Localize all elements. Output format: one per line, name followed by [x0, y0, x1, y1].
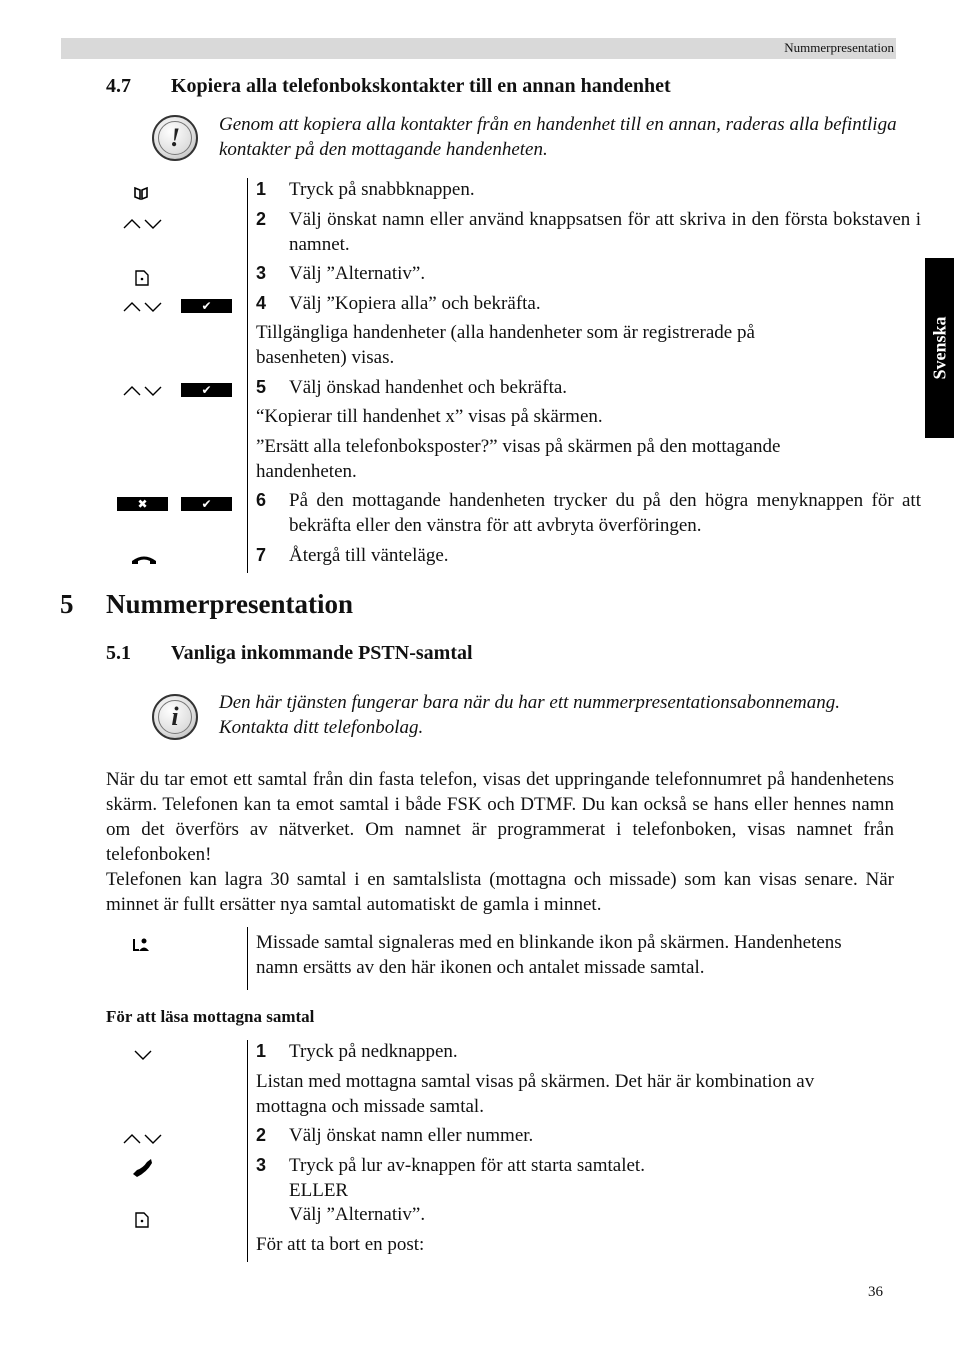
section-title: Vanliga inkommande PSTN-samtal [171, 642, 473, 664]
off-hook-icon [131, 1158, 153, 1178]
checkmark-softkey-icon: ✔ [181, 299, 232, 313]
section-4-7-heading [106, 75, 671, 98]
subheading: För att läsa mottagna samtal [106, 1007, 315, 1026]
section-title: Kopiera alla telefonbokskontakter till en annan handenhet [171, 75, 671, 97]
section-number: 5 [60, 589, 74, 619]
step-item: 3 Välj ”Alternativ”. [256, 263, 426, 284]
hang-up-icon [131, 552, 157, 566]
down-arrow-icon [133, 1047, 153, 1061]
or-label: ELLER [289, 1180, 349, 1201]
info-text: Listan med mottagna samtal visas på skärmen. Det här är kombination av mottagna och missade samtal. [256, 1071, 815, 1117]
step-item: 6 På den mottagande handenheten trycker du på den högra menyknappen för att bekräfta eller den vänstra för att avbryta överföringen. [256, 490, 921, 536]
language-tab [925, 258, 954, 438]
step-item: 2 Välj önskat namn eller nummer. [256, 1125, 534, 1146]
step-divider [247, 927, 248, 990]
section-number: 5.1 [106, 642, 131, 664]
warning-note: Genom att kopiera alla kontakter från en handenhet till en annan, raderas alla befintliga kontakter på den mottagande handenheten. [219, 114, 897, 160]
up-down-arrows-icon [123, 383, 163, 397]
checkmark-softkey-icon: ✔ [181, 383, 232, 397]
menu-icon [135, 1212, 149, 1228]
page-number: 36 [868, 1284, 883, 1300]
step-item: 2 Välj önskat namn eller använd knappsatsen för att skriva in den första bokstaven i namnet. [256, 209, 921, 255]
step-divider [247, 178, 248, 573]
section-5-1-heading [106, 642, 473, 665]
step-divider [247, 1040, 248, 1262]
running-header-title: Nummerpresentation [784, 40, 894, 55]
section-5-heading [60, 589, 353, 620]
step-item: 1 Tryck på nedknappen. [256, 1041, 458, 1062]
up-down-arrows-icon [123, 1131, 163, 1145]
step-item: 4 Välj ”Kopiera alla” och bekräfta. [256, 293, 541, 314]
warning-icon: ! [152, 115, 198, 161]
checkmark-softkey-icon: ✔ [181, 497, 232, 511]
section-number: 4.7 [106, 75, 131, 97]
info-note: Den här tjänsten fungerar bara när du har ett nummerpresentationsabonnemang. Kontakta ditt telefonbolag. [219, 692, 840, 738]
step-item: 3 Tryck på lur av-knappen för att starta samtalet. [256, 1155, 645, 1176]
delete-label: För att ta bort en post: [256, 1234, 425, 1255]
cross-softkey-icon: ✖ [117, 497, 168, 511]
step-item: 1 Tryck på snabbknappen. [256, 179, 475, 200]
info-text: “Kopierar till handenhet x” visas på skärmen. [256, 406, 603, 427]
missed-call-icon [132, 937, 152, 953]
info-text: Tillgängliga handenheter (alla handenheter som är registrerade på basenheten) visas. [256, 322, 755, 368]
alt-label: Välj ”Alternativ”. [289, 1204, 426, 1225]
info-text: ”Ersätt alla telefonboksposter?” visas på skärmen på den mottagande handenheten. [256, 436, 781, 482]
body-paragraph: Telefonen kan lagra 30 samtal i en samtalslista (mottagna och missade) som kan visas senare. När minnet är fullt ersätter nya samtal automatiskt de gamla i minnet. [106, 869, 894, 915]
up-down-arrows-icon [123, 299, 163, 313]
step-item: 5 Välj önskad handenhet och bekräfta. [256, 377, 568, 398]
info-text: Missade samtal signaleras med en blinkande ikon på skärmen. Handenhetens namn ersätts av den här ikonen och antalet missade samtal. [256, 932, 842, 978]
step-item: 7 Återgå till vänteläge. [256, 545, 449, 566]
body-paragraph: När du tar emot ett samtal från din fasta telefon, visas det uppringande telefonnumret på handenhetens skärm. Telefonen kan ta emot samtal i både FSK och DTMF. Du kan också se hans eller hennes namn om det överförs av nätverket. Om namnet är programmerat i telefonboken, visas namnet från telefonboken! [106, 769, 894, 865]
language-tab-label: Svenska [929, 316, 949, 380]
phonebook-icon [133, 185, 149, 201]
up-down-arrows-icon [123, 216, 163, 230]
section-title: Nummerpresentation [106, 589, 353, 619]
menu-icon [135, 270, 149, 286]
info-icon: i [152, 694, 198, 740]
running-header [61, 38, 896, 59]
